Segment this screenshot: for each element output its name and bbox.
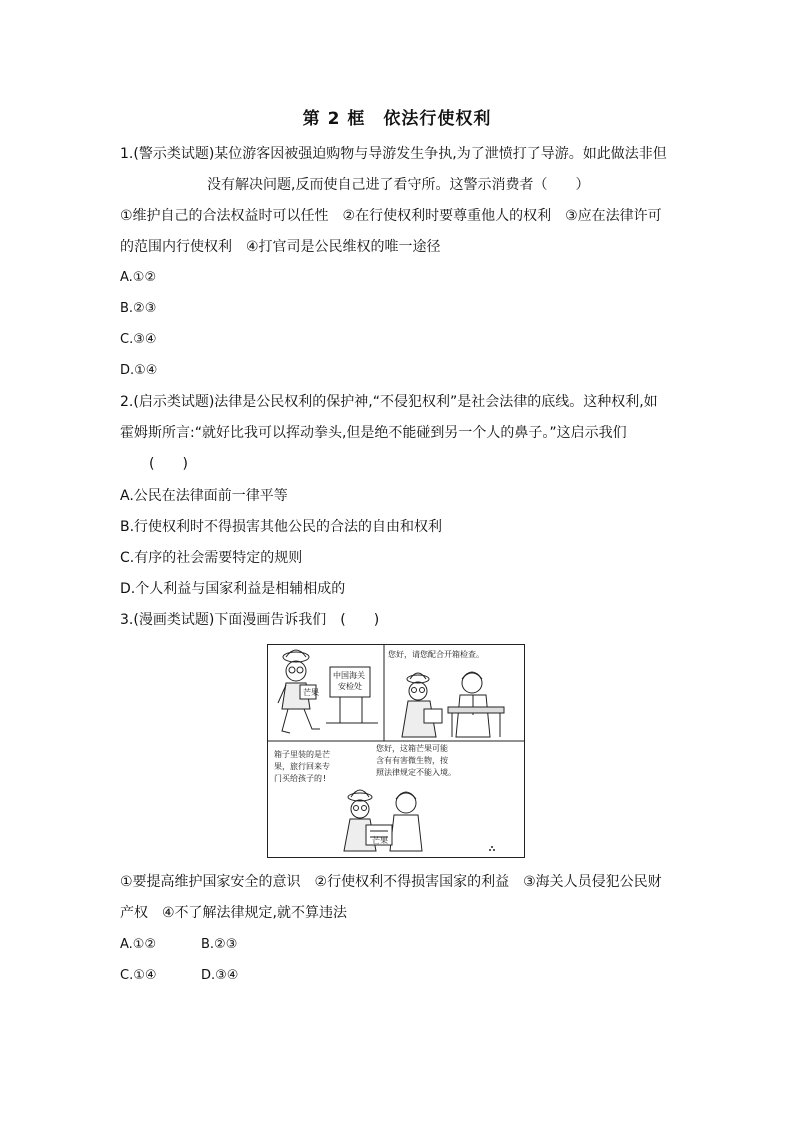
panel3-left-line2: 果，旅行回来专 bbox=[274, 762, 330, 771]
q1-choices-line2: 的范围内行使权利 ④打官司是公民维权的唯一途径 bbox=[120, 239, 441, 255]
q2-option-d: D.个人利益与国家利益是相辅相成的 bbox=[120, 581, 346, 597]
q2-option-b: B.行使权利时不得损害其他公民的合法的自由和权利 bbox=[120, 519, 443, 535]
q2-stem-line2: 霍姆斯所言:“就好比我可以挥动拳头,但是绝不能碰到另一个人的鼻子。”这启示我们 bbox=[120, 425, 627, 441]
q3-choices-line2: 产权 ④不了解法律规定,就不算违法 bbox=[120, 905, 348, 921]
panel2-traveler bbox=[402, 673, 442, 737]
q2-option-c: C.有序的社会需要特定的规则 bbox=[120, 550, 303, 566]
q1-option-a: A.①② bbox=[120, 270, 157, 285]
q1-option-b: B.②③ bbox=[120, 301, 157, 316]
q1-stem-line2: 没有解决问题,反而使自己进了看守所。这警示消费者（ ） bbox=[207, 177, 590, 193]
q2-stem-line3: ( ) bbox=[149, 456, 188, 472]
q2-option-a: A.公民在法律面前一律平等 bbox=[120, 488, 288, 504]
panel3-left-line1: 箱子里装的是芒 bbox=[274, 750, 330, 759]
q1-choices-line1: ①维护自己的合法权益时可以任性 ②在行使权利时要尊重他人的权利 ③应在法律许可 bbox=[120, 208, 662, 224]
q3-option-c: C.①④ bbox=[120, 968, 157, 983]
panel2-officer bbox=[448, 672, 504, 737]
q3-option-b: B.②③ bbox=[201, 937, 238, 952]
panel3-box-label: 芒果 bbox=[372, 836, 388, 845]
q3-stem: 3.(漫画类试题)下面漫画告诉我们 ( ) bbox=[120, 612, 380, 628]
q3-option-a: A.①② bbox=[120, 937, 157, 952]
panel1-sign-line2: 安检处 bbox=[338, 682, 362, 691]
panel1-box-label: 芒果 bbox=[303, 688, 319, 697]
comic-drawing bbox=[268, 645, 524, 857]
panel2-speech: 您好，请您配合开箱检查。 bbox=[388, 650, 484, 659]
panel3-right-line3: 照法律规定不能入境。 bbox=[376, 768, 456, 777]
q3-option-d: D.③④ bbox=[201, 968, 239, 983]
panel3-right-line1: 您好，这箱芒果可能 bbox=[376, 744, 448, 753]
panel3-right-line2: 含有有害微生物，按 bbox=[376, 756, 448, 765]
q1-option-d: D.①④ bbox=[120, 363, 158, 378]
q2-stem-line1: 2.(启示类试题)法律是公民权利的保护神,“不侵犯权利”是社会法律的底线。这种权利,如 bbox=[120, 394, 658, 410]
comic-figure bbox=[267, 644, 525, 858]
panel1-sign-line1: 中国海关 bbox=[333, 671, 365, 680]
q3-choices-line1: ①要提高维护国家安全的意识 ②行使权利不得损害国家的利益 ③海关人员侵犯公民财 bbox=[120, 874, 662, 890]
page-title: 第 2 框 依法行使权利 bbox=[302, 109, 492, 129]
q1-option-c: C.③④ bbox=[120, 332, 157, 347]
q1-stem-line1: 1.(警示类试题)某位游客因被强迫购物与导游发生争执,为了泄愤打了导游。如此做法非但 bbox=[120, 146, 667, 162]
panel3-left-line3: 门买给孩子的! bbox=[274, 774, 327, 783]
